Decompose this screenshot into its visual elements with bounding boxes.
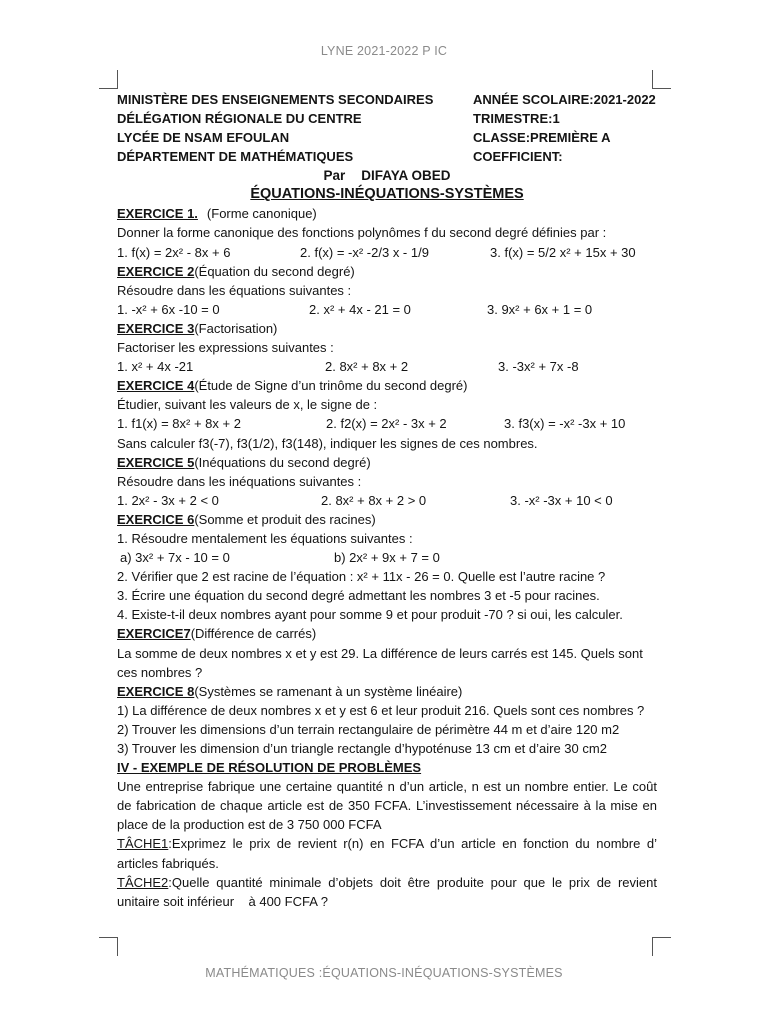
exercise-5-instruction: Résoudre dans les inéquations suivantes : bbox=[117, 473, 362, 489]
ministry: MINISTÈRE DES ENSEIGNEMENTS SECONDAIRES bbox=[117, 92, 434, 107]
list-item: 3. -3x² + 7x -8 bbox=[498, 359, 579, 375]
list-item: 3. 9x² + 6x + 1 = 0 bbox=[487, 301, 593, 317]
exercise-7-heading: EXERCICE7(Différence de carrés) bbox=[117, 626, 317, 642]
list-item: 2. x² + 4x - 21 = 0 bbox=[309, 301, 411, 317]
class: CLASSE:PREMIÈRE A bbox=[473, 130, 611, 146]
exercise-6-q2: 2. Vérifier que 2 est racine de l’équation : x² + 11x - 26 = 0. Quelle est l’autre racine ? bbox=[117, 569, 606, 585]
exercise-2-items bbox=[117, 300, 657, 319]
section-4-text: Une entreprise fabrique une certaine quantité n d’un article, n est un nombre entier. Le coût de fabrication de chaque article est de 350 FCFA. L’investissement nécessaire à la mise en place de la production est de 3 750 000 FCFA bbox=[117, 779, 657, 833]
task-2 bbox=[117, 873, 661, 911]
exercise-4-instruction: Étudier, suivant les valeurs de x, le signe de : bbox=[117, 397, 378, 413]
header-row bbox=[117, 147, 657, 166]
header-row bbox=[117, 109, 657, 128]
list-item: 1. f1(x) = 8x² + 8x + 2 bbox=[117, 416, 241, 432]
exercise-1-heading: EXERCICE 1. (Forme canonique) bbox=[117, 206, 317, 222]
list-item: 2. f2(x) = 2x² - 3x + 2 bbox=[326, 416, 447, 432]
list-item: 1. x² + 4x -21 bbox=[117, 359, 194, 375]
task-1 bbox=[117, 834, 657, 872]
exercise-8-heading: EXERCICE 8(Systèmes se ramenant à un système linéaire) bbox=[117, 683, 463, 699]
list-item: 3. f(x) = 5/2 x² + 15x + 30 bbox=[490, 244, 636, 260]
section-4-heading: IV - EXEMPLE DE RÉSOLUTION DE PROBLÈMES bbox=[117, 760, 422, 776]
header-row bbox=[117, 90, 657, 109]
exercise-4-items bbox=[117, 414, 657, 433]
exercise-8-q1: 1) La différence de deux nombres x et y est 6 et leur produit 216. Quels sont ces nombres ? bbox=[117, 702, 645, 718]
list-item: 2. f(x) = -x² -2/3 x - 1/9 bbox=[300, 244, 429, 260]
exercise-4-extra: Sans calculer f3(-7), f3(1/2), f3(148), indiquer les signes de ces nombres. bbox=[117, 435, 538, 451]
crop-mark-bottom-right bbox=[652, 937, 671, 956]
exercise-6-q3: 3. Écrire une équation du second degré admettant les nombres 3 et -5 pour racines. bbox=[117, 588, 600, 604]
exercise-3-instruction: Factoriser les expressions suivantes : bbox=[117, 340, 334, 356]
list-item: 2. 8x² + 8x + 2 bbox=[325, 359, 409, 375]
exercise-6-subitems bbox=[117, 548, 657, 567]
school: LYCÉE DE NSAM EFOULAN bbox=[117, 130, 290, 146]
crop-mark-top-right bbox=[652, 70, 671, 89]
exercise-4-heading: EXERCICE 4(Étude de Signe d’un trinôme du second degré) bbox=[117, 378, 468, 394]
exercise-1-items bbox=[117, 243, 657, 262]
exercise-2-instruction: Résoudre dans les équations suivantes : bbox=[117, 282, 352, 298]
task-1-label: TÂCHE1 bbox=[117, 836, 169, 852]
delegation: DÉLÉGATION RÉGIONALE DU CENTRE bbox=[117, 111, 362, 127]
exercise-6-q1: 1. Résoudre mentalement les équations suivantes : bbox=[117, 530, 413, 546]
list-item: 3. f3(x) = -x² -3x + 10 bbox=[504, 416, 626, 432]
exercise-1-instruction: Donner la forme canonique des fonctions polynômes f du second degré définies par : bbox=[117, 225, 607, 241]
author-name: DIFAYA OBED bbox=[361, 168, 451, 184]
exercise-8-q2: 2) Trouver les dimensions d’un terrain rectangulaire de périmètre 44 m et d’aire 120 m2 bbox=[117, 721, 620, 737]
exercise-6-q4: 4. Existe-t-il deux nombres ayant pour somme 9 et pour produit -70 ? si oui, les calculer. bbox=[117, 607, 623, 623]
header-row bbox=[117, 128, 657, 147]
document-body bbox=[117, 90, 661, 911]
task-2-label: TÂCHE2 bbox=[117, 874, 169, 890]
school-year: ANNÉE SCOLAIRE:2021-2022 bbox=[473, 92, 656, 107]
term: TRIMESTRE:1 bbox=[473, 111, 560, 127]
crop-mark-bottom-left bbox=[99, 937, 118, 956]
task-1-text: :Exprimez le prix de revient r(n) en FCFA d’un article en fonction du nombre d’ articles fabriqués. bbox=[117, 836, 657, 871]
list-item: b) 2x² + 9x + 7 = 0 bbox=[334, 550, 440, 566]
exercise-6-heading: EXERCICE 6(Somme et produit des racines) bbox=[117, 511, 376, 527]
coefficient: COEFFICIENT: bbox=[473, 149, 563, 165]
list-item: 1. -x² + 6x -10 = 0 bbox=[117, 301, 220, 317]
exercise-5-items bbox=[117, 491, 657, 510]
header-block bbox=[117, 90, 657, 166]
department: DÉPARTEMENT DE MATHÉMATIQUES bbox=[117, 149, 354, 165]
exercise-8-q3: 3) Trouver les dimension d’un triangle rectangle d’hypoténuse 13 cm et d’aire 30 cm2 bbox=[117, 741, 607, 756]
exercise-3-heading: EXERCICE 3(Factorisation) bbox=[117, 320, 278, 336]
exercise-2-heading: EXERCICE 2(Équation du second degré) bbox=[117, 263, 355, 279]
exercise-3-items bbox=[117, 357, 657, 376]
running-header: LYNE 2021-2022 P IC bbox=[320, 44, 448, 58]
exercise-5-heading: EXERCICE 5(Inéquations du second degré) bbox=[117, 454, 371, 470]
crop-mark-top-left bbox=[99, 70, 118, 89]
list-item: 2. 8x² + 8x + 2 > 0 bbox=[321, 492, 427, 508]
task-2-text: :Quelle quantité minimale d’objets doit être produite pour que le prix de revient unitaire soit inférieur à 400 FCFA ? bbox=[117, 874, 661, 909]
exercise-7-text: La somme de deux nombres x et y est 29. La différence de leurs carrés est 145. Quels sont ces nombres ? bbox=[117, 645, 643, 680]
list-item: 1. f(x) = 2x² - 8x + 6 bbox=[117, 244, 231, 260]
list-item: 3. -x² -3x + 10 < 0 bbox=[510, 492, 613, 508]
list-item: a) 3x² + 7x - 10 = 0 bbox=[120, 550, 230, 566]
document-title: ÉQUATIONS-INÉQUATIONS-SYSTÈMES bbox=[250, 186, 524, 203]
author-line: Par DIFAYA OBED bbox=[323, 168, 451, 184]
list-item: 1. 2x² - 3x + 2 < 0 bbox=[117, 492, 219, 508]
running-footer: MATHÉMATIQUES :ÉQUATIONS-INÉQUATIONS-SYSTÈMES bbox=[205, 966, 563, 980]
